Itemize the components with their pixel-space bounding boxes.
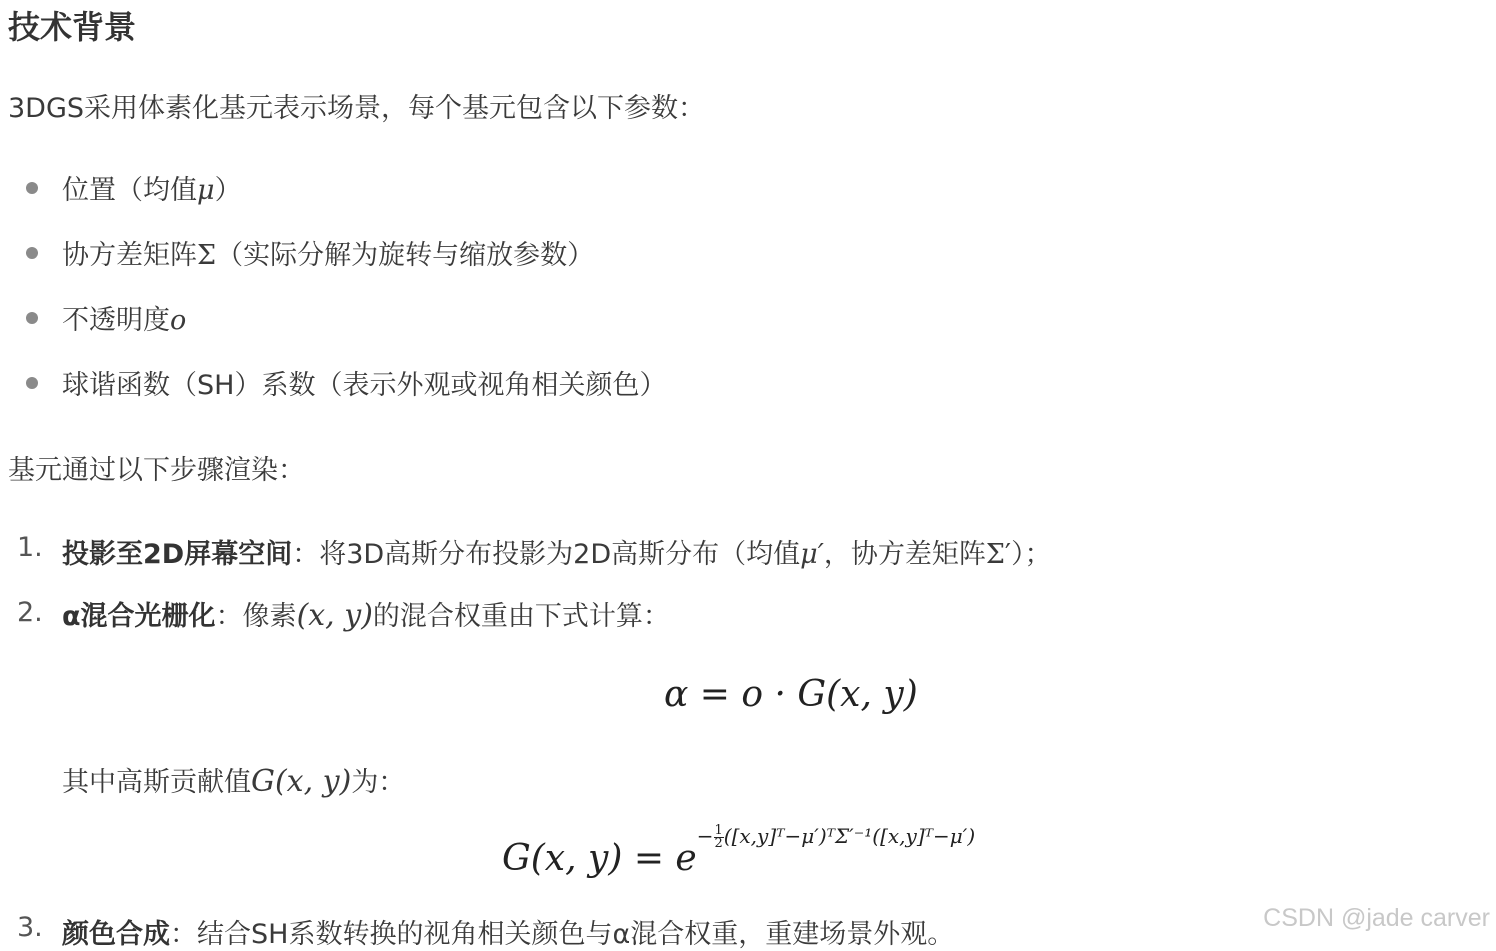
bullet-dot xyxy=(26,247,38,259)
exponent-body: ([x,y]ᵀ−μ′)ᵀΣ′⁻¹([x,y]ᵀ−μ′) xyxy=(723,824,976,848)
bullet-dot xyxy=(26,182,38,194)
bullet-position xyxy=(62,168,242,207)
bullet-opacity xyxy=(62,298,186,337)
formula-lhs: G(x, y) = e xyxy=(502,838,697,879)
formula-exponent: − 1 2 ([x,y]ᵀ−μ′)ᵀΣ′⁻¹([x,y]ᵀ−μ′) xyxy=(696,823,976,851)
intro-paragraph: 3DGS采用体素化基元表示场景，每个基元包含以下参数： xyxy=(8,93,706,124)
math-mu: μ xyxy=(197,175,215,206)
list-number: 1. xyxy=(17,532,43,563)
bullet-text: 位置（均值 xyxy=(62,175,197,206)
fraction-numerator: 1 xyxy=(714,823,723,838)
step-text: ：像素 xyxy=(215,601,297,632)
list-number: 2. xyxy=(17,597,43,628)
step-title: 颜色合成 xyxy=(62,919,170,950)
list-number: 3. xyxy=(17,912,43,943)
math-g-xy: G(x, y) xyxy=(251,764,352,799)
bullet-text: 协方差矩阵 xyxy=(62,240,197,271)
section-heading: 技术背景 xyxy=(8,8,137,46)
fraction-denominator: 2 xyxy=(714,836,723,851)
step-alpha-blending xyxy=(62,594,670,633)
step-projection xyxy=(62,532,1052,571)
csdn-watermark: CSDN @jade carver xyxy=(1263,904,1490,932)
step-text: ：将3D高斯分布投影为2D高斯分布（均值 xyxy=(292,539,801,570)
bullet-covariance xyxy=(62,233,594,272)
step-title: α混合光栅化 xyxy=(62,601,216,632)
math-sigma-prime: Σ′ xyxy=(985,539,1012,570)
math-o: o xyxy=(170,305,187,336)
bullet-text: （实际分解为旋转与缩放参数） xyxy=(216,240,595,271)
bullet-sh: 球谐函数（SH）系数（表示外观或视角相关颜色） xyxy=(62,370,667,401)
step-text: ，协方差矩阵 xyxy=(823,539,986,570)
step-text: ：结合SH系数转换的视角相关颜色与α混合权重，重建场景外观。 xyxy=(170,919,955,950)
step-text: 其中高斯贡献值 xyxy=(62,767,251,798)
math-mu-prime: μ′ xyxy=(800,539,824,570)
step-title: 投影至2D屏幕空间 xyxy=(62,539,293,570)
formula-alpha: α = o · G(x, y) xyxy=(664,674,918,715)
bullet-text: 不透明度 xyxy=(62,305,170,336)
step-text: 为： xyxy=(351,767,406,798)
bullet-dot xyxy=(26,377,38,389)
step-text: 的混合权重由下式计算： xyxy=(372,601,670,632)
math-sigma: Σ xyxy=(197,240,217,271)
fraction-half xyxy=(714,825,724,850)
gauss-contribution-line xyxy=(62,760,405,799)
step-color-composition xyxy=(62,912,954,951)
step-text: ）； xyxy=(1011,539,1052,570)
bullet-dot xyxy=(26,312,38,324)
steps-intro: 基元通过以下步骤渲染： xyxy=(8,455,305,486)
math-xy: (x, y) xyxy=(296,598,373,633)
bullet-text: ） xyxy=(214,175,242,206)
